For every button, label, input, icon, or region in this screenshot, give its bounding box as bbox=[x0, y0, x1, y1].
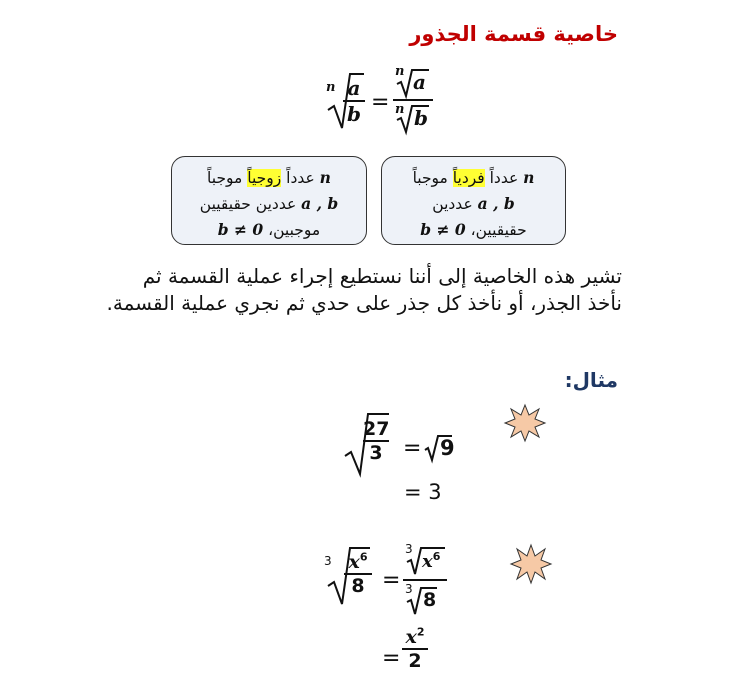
fraction-numerator bbox=[406, 626, 425, 648]
base-x: x bbox=[422, 551, 433, 572]
variable-n: n bbox=[523, 168, 535, 187]
condition-text: موجبين، bbox=[263, 221, 321, 239]
condition-text: عدداً bbox=[281, 169, 320, 187]
formula-lhs-fraction bbox=[343, 76, 365, 126]
root-index: n bbox=[395, 102, 405, 117]
example2-lhs-fraction bbox=[344, 551, 372, 597]
condition-text: عدداً bbox=[484, 169, 524, 187]
fraction-numerator bbox=[422, 550, 440, 572]
variables-a-b: a , b bbox=[477, 194, 515, 213]
equals-sign: = bbox=[382, 568, 401, 593]
fraction-denominator: 8 bbox=[351, 575, 365, 598]
condition-text: موجباً bbox=[412, 169, 453, 187]
base-x: x bbox=[405, 626, 417, 649]
root-index: 3 bbox=[405, 582, 413, 596]
condition-line bbox=[172, 191, 366, 217]
variable-n: n bbox=[319, 168, 331, 187]
equals-sign: = bbox=[382, 646, 401, 671]
page-title: خاصية قسمة الجذور bbox=[409, 22, 618, 46]
condition-text: موجباً bbox=[207, 169, 248, 187]
fraction-numerator: 27 bbox=[363, 418, 390, 440]
condition-line bbox=[382, 191, 565, 217]
exponent: 6 bbox=[432, 550, 441, 563]
fraction-denominator: b bbox=[414, 106, 428, 130]
example2-result-fraction bbox=[402, 626, 428, 672]
exponent: 6 bbox=[359, 551, 368, 564]
even-index-condition-box bbox=[171, 156, 367, 245]
root-index: n bbox=[326, 80, 336, 95]
explanation-paragraph: تشير هذه الخاصية إلى أننا نستطيع إجراء عملية القسمة ثم نأخذ الجذر، أو نأخذ كل جذر على حدي ثم نجري عملية القسمة. bbox=[106, 264, 622, 315]
fraction-denominator: 2 bbox=[408, 650, 422, 673]
exponent: 2 bbox=[416, 626, 425, 639]
root-index: 3 bbox=[324, 554, 332, 568]
burst-icon bbox=[505, 405, 545, 441]
fraction-denominator: 3 bbox=[369, 442, 383, 464]
example-label: مثال: bbox=[564, 368, 618, 392]
nonzero-condition: b ≠ 0 bbox=[217, 220, 264, 239]
condition-text: حقيقيين، bbox=[465, 221, 527, 239]
condition-text: عددين حقيقيين bbox=[199, 195, 302, 213]
highlighted-word: فردياً bbox=[452, 169, 485, 187]
equals-sign: = bbox=[403, 436, 422, 461]
root-index: 3 bbox=[405, 542, 413, 556]
nonzero-condition: b ≠ 0 bbox=[420, 220, 466, 239]
condition-line bbox=[172, 165, 366, 191]
root-index: n bbox=[395, 64, 405, 79]
condition-line bbox=[382, 165, 565, 191]
example1-result: = 3 bbox=[404, 480, 442, 504]
fraction-numerator: a bbox=[413, 70, 426, 94]
condition-line bbox=[172, 217, 366, 243]
example1-fraction bbox=[363, 418, 389, 464]
highlighted-word: زوجياً bbox=[247, 169, 282, 187]
odd-index-condition-box bbox=[381, 156, 566, 245]
base-x: x bbox=[348, 551, 360, 574]
condition-line bbox=[382, 217, 565, 243]
fraction-numerator: a bbox=[347, 76, 361, 100]
equals-sign: = bbox=[371, 90, 390, 115]
burst-icon bbox=[511, 545, 551, 583]
fraction-denominator: b bbox=[347, 102, 361, 126]
fraction-denominator: 8 bbox=[423, 589, 437, 611]
result-radicand: 9 bbox=[440, 436, 455, 460]
variables-a-b: a , b bbox=[301, 194, 339, 213]
fraction-numerator bbox=[349, 551, 368, 573]
condition-text: عددين bbox=[432, 195, 478, 213]
